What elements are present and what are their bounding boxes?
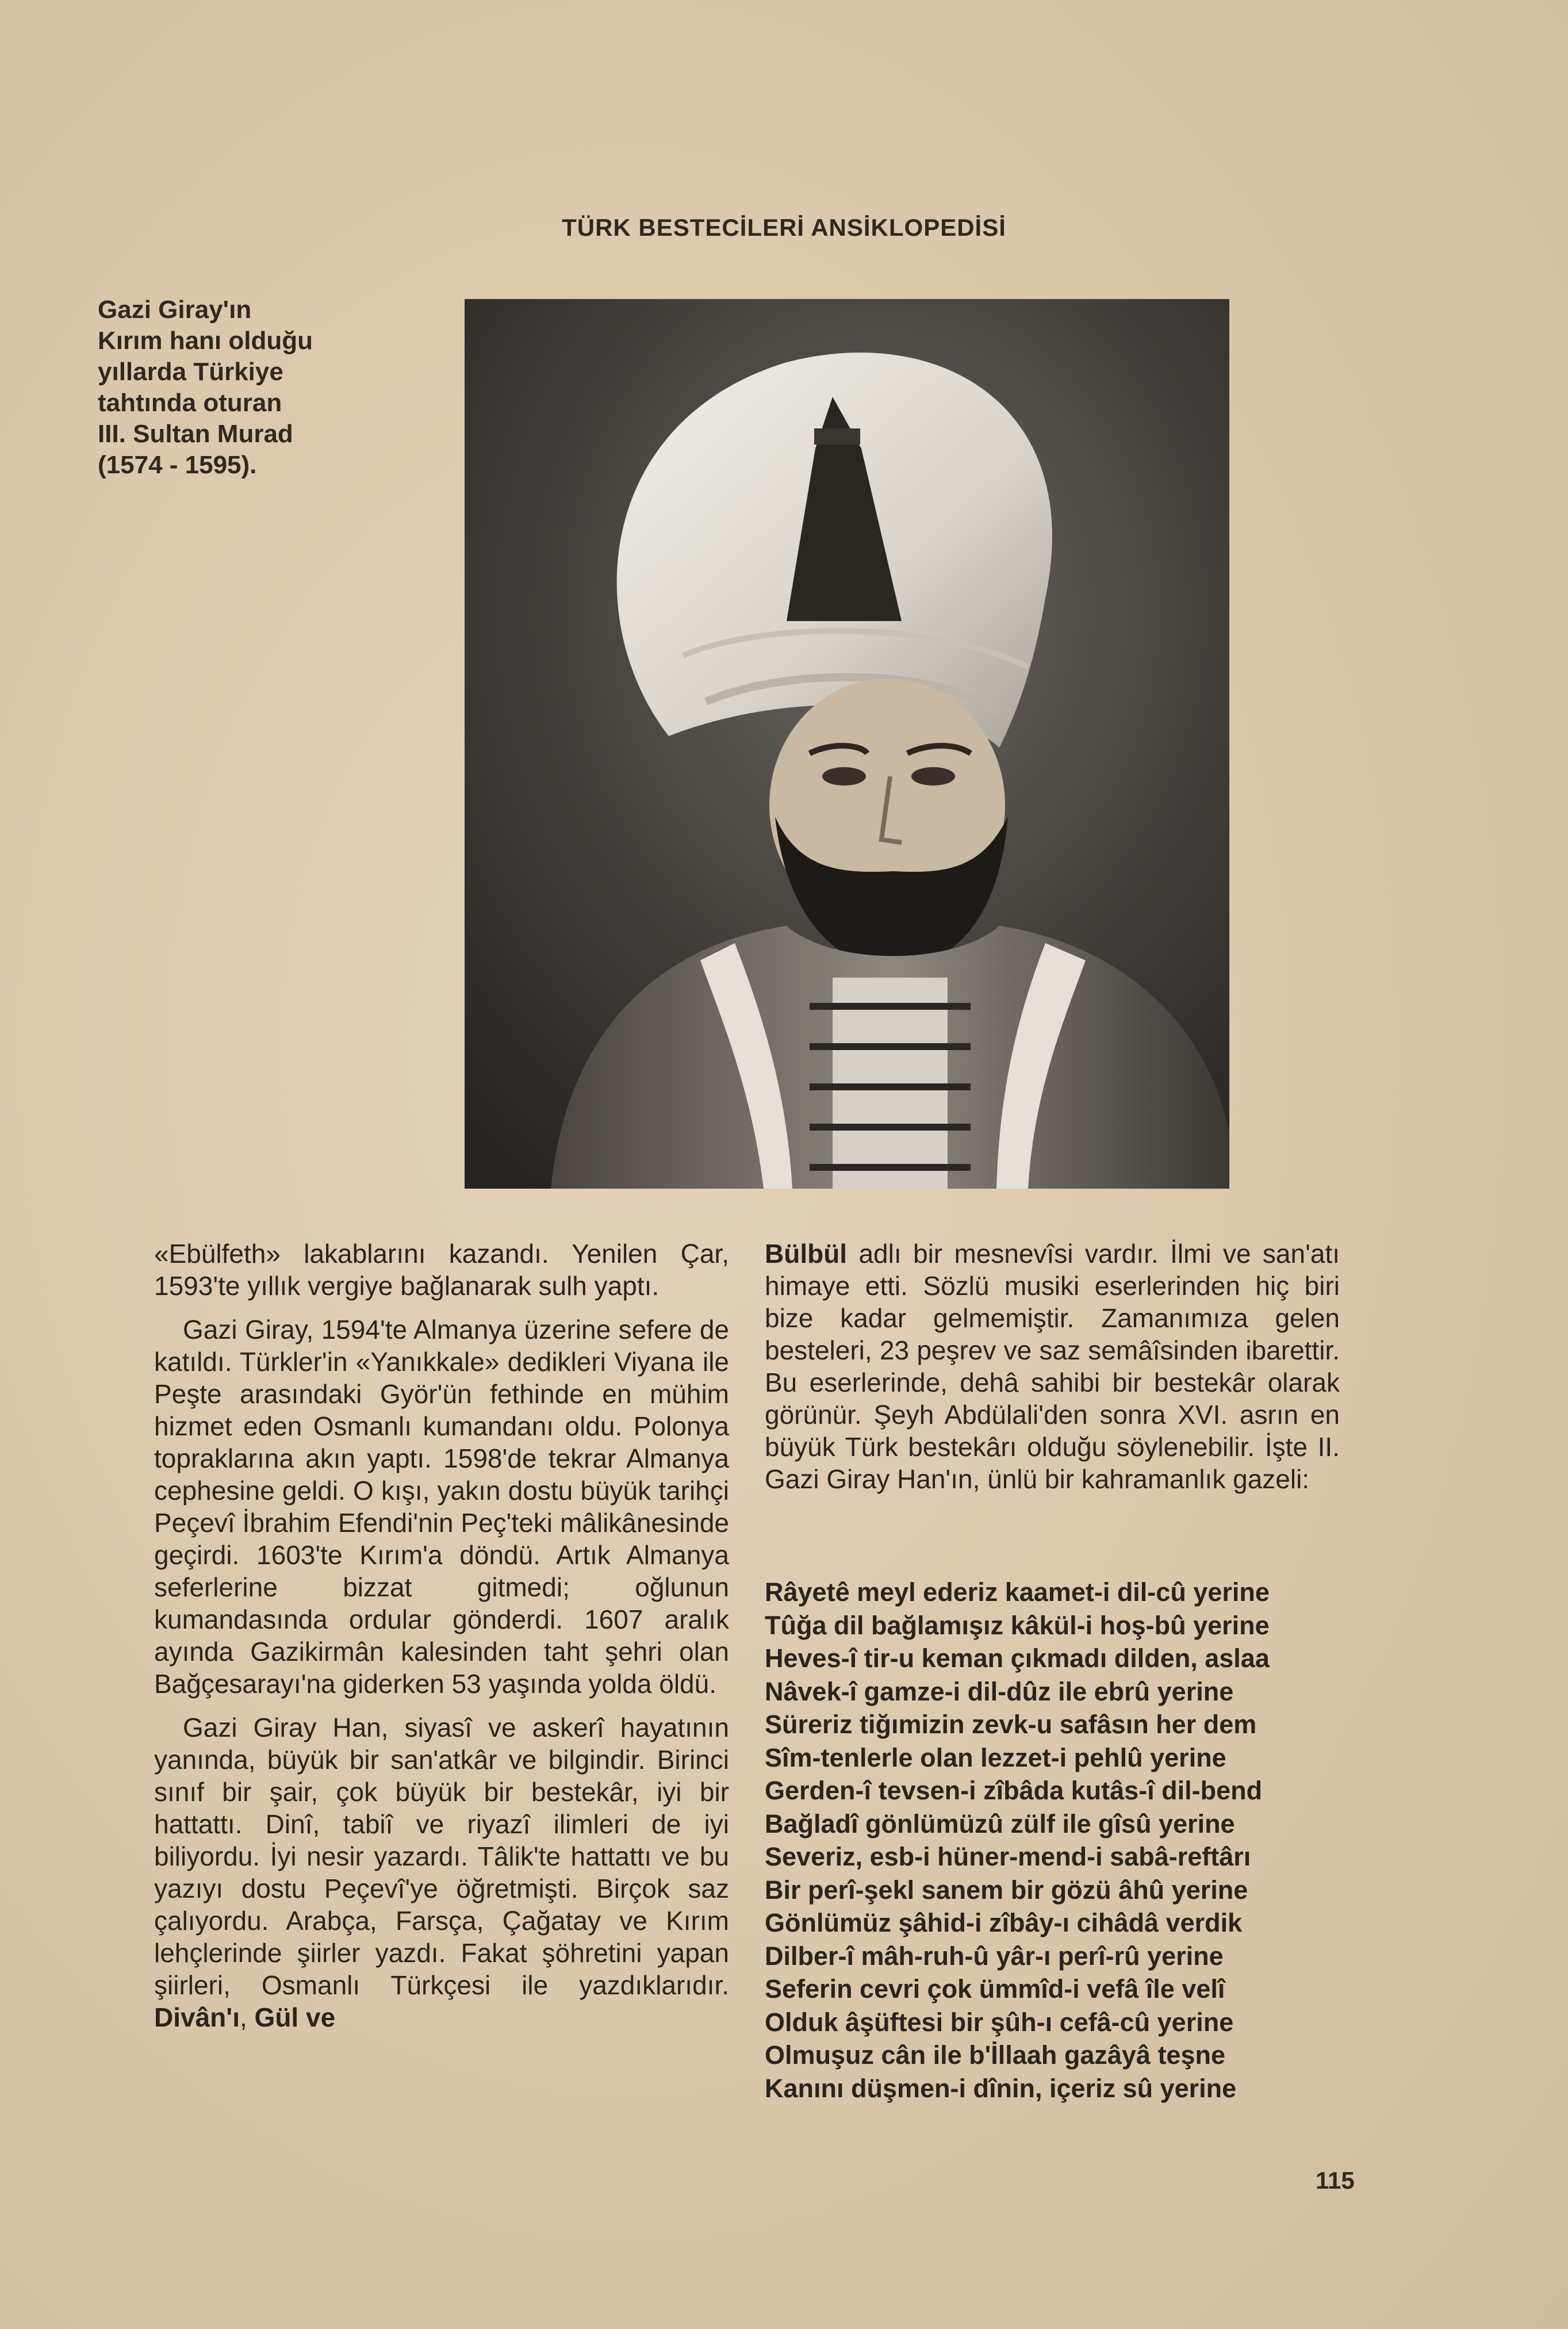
- page-header: TÜRK BESTECİLERİ ANSİKLOPEDİSİ: [562, 214, 1006, 241]
- poem-line: Heves-î tir-u keman çıkmadı dilden, aslaa: [765, 1644, 1270, 1673]
- paragraph: [154, 1711, 729, 2033]
- bold-work-title: Bülbül: [765, 1239, 848, 1269]
- poem-line: Bir perî-şekl sanem bir gözü âhû yerine: [765, 1875, 1248, 1905]
- caption-line: III. Sultan Murad: [98, 420, 293, 448]
- right-text-column: [765, 1238, 1340, 1507]
- caption-line: Kırım hanı olduğu: [98, 327, 313, 355]
- page-number: 115: [1316, 2167, 1355, 2194]
- separator: ,: [239, 2002, 247, 2032]
- caption-line: Gazi Giray'ın: [98, 296, 252, 324]
- caption-line: tahtında oturan: [98, 389, 282, 417]
- caption-line: yıllarda Türkiye: [98, 358, 283, 386]
- poem-line: Bağladî gönlümüzû zülf ile gîsû yerine: [765, 1809, 1235, 1838]
- paragraph: «Ebülfeth» lakablarını kazandı. Yenilen Çar, 1593'te yıllık vergiye bağlanarak sulh yaptı.: [154, 1239, 729, 1301]
- poem-line: Nâvek-î gamze-i dil-dûz ile ebrû yerine: [765, 1676, 1234, 1706]
- poem-line: Sîm-tenlerle olan lezzet-i pehlû yerine: [765, 1742, 1226, 1772]
- poem-line: Gönlümüz şâhid-i zîbây-ı cihâdâ verdik: [765, 1908, 1243, 1937]
- sultan-portrait: [465, 299, 1229, 1189]
- portrait-caption: [98, 294, 368, 481]
- poem-line: Râyetê meyl ederiz kaamet-i dil-cû yerine: [765, 1577, 1270, 1607]
- poem-gazel: [765, 1576, 1340, 2105]
- poem-line: Seferin cevri çok ümmîd-i vefâ île velî: [765, 1974, 1225, 2004]
- paragraph-text: adlı bir mesnevîsi vardır. İlmi ve san'atı himaye etti. Sözlü musiki eserlerinden hiç biri bize kadar gelmemiştir. Zamanımıza gelen besteleri, 23 peşrev ve saz semâîsinden ibarettir. Bu eserlerinde, dehâ sahibi bir bestekâr olarak görünür. Şeyh Abdülali'den sonra XVI. asrın en büyük Türk bestekârı olduğu söylenebilir. İşte II. Gazi Giray Han'ın, ünlü bir kahramanlık gazeli:: [765, 1239, 1340, 1494]
- left-text-column: [154, 1238, 729, 2045]
- poem-line: Gerden-î tevsen-i zîbâda kutâs-î dil-bend: [765, 1776, 1263, 1805]
- paragraph: Gazi Giray, 1594'te Almanya üzerine sefere de katıldı. Türkler'in «Yanıkkale» dedikleri Viyana ile Peşte arasındaki Györ'ün fethinde en mühim hizmet eden Osmanlı kumandanı oldu. Polonya topraklarına akın yaptı. 1598'de tekrar Almanya cephesine geldi. O kışı, yakın dostu büyük tarihçi Peçevî İbrahim Efendi'nin Peç'teki mâlikânesinde geçirdi. 1603'te Kırım'a döndü. Artık Almanya seferlerine bizzat gitmedi; oğlunun kumandasında ordular gönderdi. 1607 aralık ayında Gazikirmân kalesinden taht şehri olan Bağçesarayı'na giderken 53 yaşında yolda öldü.: [154, 1315, 729, 1699]
- poem-line: Süreriz tiğımizin zevk-u safâsın her dem: [765, 1710, 1257, 1739]
- paragraph-text: Gazi Giray Han, siyasî ve askerî hayatının yanında, büyük bir san'atkâr ve bilgindir. Birinci sınıf bir şair, çok büyük bir bestekâr, iyi bir hattattı. Dinî, tabiî ve riyazî ilimleri de iyi biliyordu. İyi nesir yazardı. Tâlik'te hattattı ve bu yazıyı dostu Peçevî'ye öğretmişti. Birçok saz çalıyordu. Arabça, Farsça, Çağatay ve Kırım lehçlerinde şiirler yazdı. Fakat şöhretini yapan şiirleri, Osmanlı Türkçesi ile yazdıklarıdır.: [154, 1713, 729, 2000]
- poem-line: Kanını düşmen-i dînin, içeriz sû yerine: [765, 2073, 1237, 2103]
- paragraph: [765, 1238, 1340, 1495]
- poem-line: Tûğa dil bağlamışız kâkül-i hoş-bû yerine: [765, 1610, 1270, 1640]
- poem-line: Dilber-î mâh-ruh-û yâr-ı perî-rû yerine: [765, 1941, 1224, 1971]
- poem-line: Olduk âşüftesi bir şûh-ı cefâ-cû yerine: [765, 2007, 1234, 2037]
- bold-work-title: Divân'ı: [154, 2002, 240, 2032]
- caption-line: (1574 - 1595).: [98, 451, 257, 479]
- poem-line: Olmuşuz cân ile b'İllaah gazâyâ teşne: [765, 2040, 1225, 2070]
- bold-work-title: Gül ve: [254, 2002, 336, 2032]
- poem-line: Severiz, esb-i hüner-mend-i sabâ-reftârı: [765, 1842, 1251, 1871]
